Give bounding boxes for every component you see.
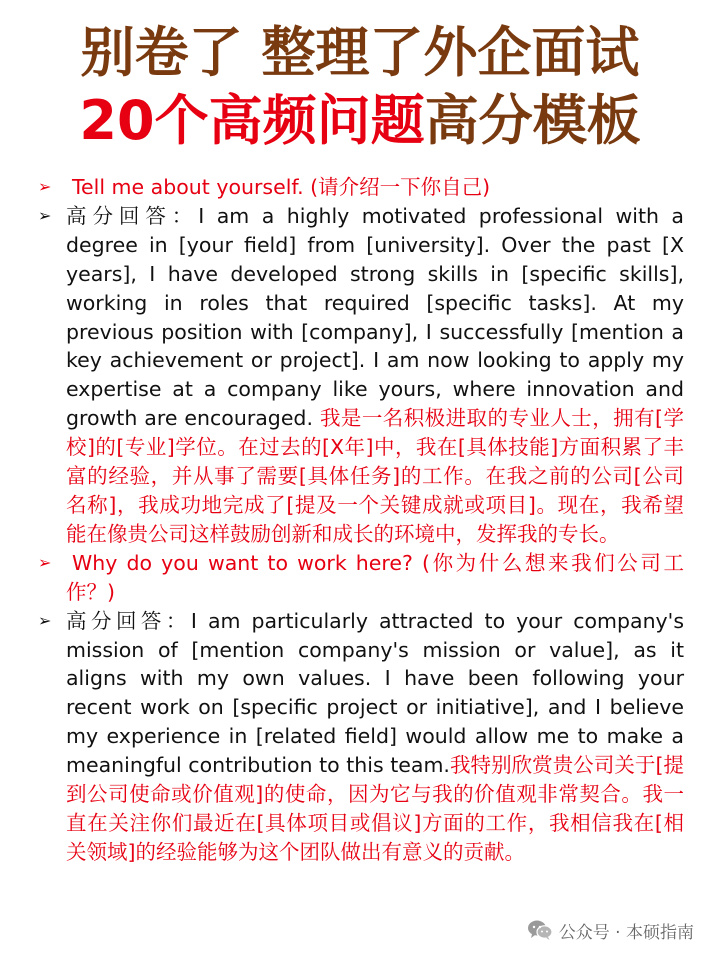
arrow-bullet-icon: ➢ bbox=[38, 552, 52, 572]
arrow-bullet-icon: ➢ bbox=[38, 177, 52, 196]
answer-chinese: 我特别欣赏贵公司关于[提到公司使命或价值观]的使命，因为它与我的价值观非常契合。我一直在关注你们最近在[具体项目或倡议]方面的工作，我相信我在[相关领域]的经验能够为这个团队做出有意义的贡献。 bbox=[66, 753, 685, 864]
page-title: 别卷了 整理了外企面试 bbox=[80, 21, 640, 84]
subtitle-highlight: 20个高频问题 bbox=[79, 89, 425, 152]
question-text: Tell me about yourself. (请介绍一下你自己) bbox=[72, 175, 491, 199]
answer-item bbox=[38, 202, 684, 549]
qa-content bbox=[38, 173, 684, 867]
answer-prefix: 高分回答： bbox=[66, 203, 199, 228]
page-subtitle bbox=[0, 90, 720, 152]
watermark-text: 公众号 · 本硕指南 bbox=[558, 922, 694, 943]
arrow-bullet-icon: ➢ bbox=[38, 610, 52, 630]
arrow-bullet-icon: ➢ bbox=[38, 205, 52, 225]
answer-chinese: 我是一名积极进取的专业人士，拥有[学校]的[专业]学位。在过去的[X年]中，我在[具体技能]方面积累了丰富的经验，并从事了需要[具体任务]的工作。在我之前的公司[公司名称]，我成功地完成了[提及一个关键成就或项目]。现在，我希望能在像贵公司这样鼓励创新和成长的环境中，发挥我的专长。 bbox=[66, 406, 685, 546]
wechat-icon bbox=[527, 919, 553, 941]
watermark bbox=[527, 916, 694, 944]
question-item bbox=[38, 173, 684, 202]
answer-prefix: 高分回答： bbox=[66, 608, 191, 633]
subtitle-rest: 高分模板 bbox=[424, 89, 641, 152]
question-item bbox=[38, 549, 684, 607]
answer-item bbox=[38, 607, 684, 867]
answer-english: I am a highly motivated professional with a degree in [your field] from [university]. Over the past [X years], I have developed strong skills in [specific skills], working in roles that required [specific tasks]. At my previous position with [company], I successfully [mention a key achievement or project]. I am now looking to apply my expertise at a company like yours, where innovation and growth are encouraged. bbox=[66, 203, 684, 431]
answer-english: I am particularly attracted to your company's mission of [mention company's mission or value], as it aligns with my own values. I have been following your recent work on [specific project or initiative], and I believe my experience in [related field] would allow me to make a meaningful contribution to this team. bbox=[66, 608, 685, 778]
question-text: Why do you want to work here? (你为什么想来我们公司工作？) bbox=[66, 550, 684, 604]
